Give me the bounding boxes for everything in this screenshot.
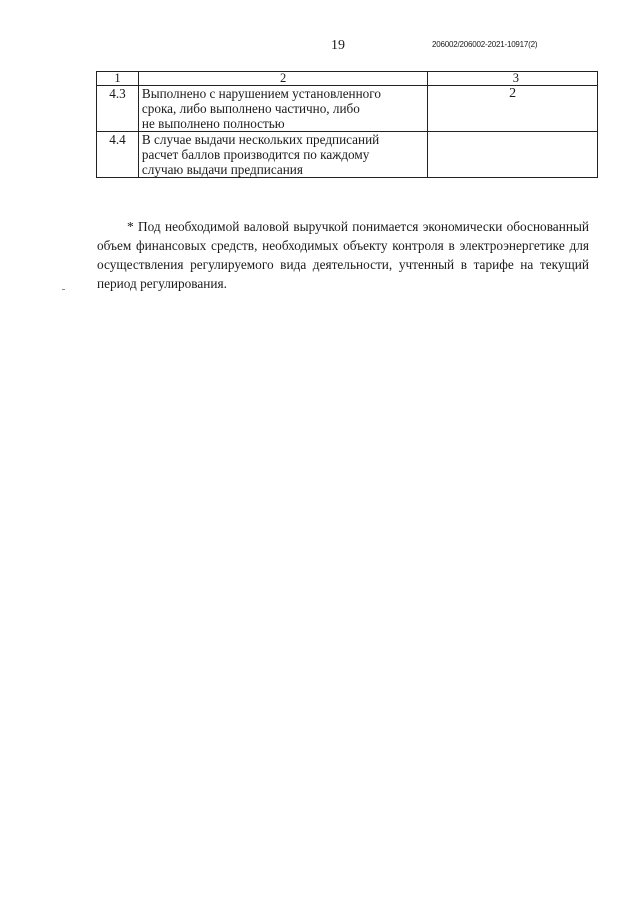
page-number: 19 [331,38,345,53]
column-header-3: 3 [428,72,598,86]
description-line: случаю выдачи предписания [141,162,303,177]
description-line: срока, либо выполнено частично, либо [141,101,360,116]
description-line: Выполнено с нарушением установленного [141,86,381,101]
column-header-2: 2 [138,72,427,86]
footnote: * Под необходимой валовой выручкой понимается экономически обоснованный объем финансовых средств, необходимых объекту контроля в электроэнергетике для осуществления регулируемого вида деятельности, учтенный в тарифе на текущий период регулирования. [97,219,589,291]
description-line: расчет баллов производится по каждому [141,147,370,162]
table-row [97,132,598,178]
table-row [97,86,598,132]
row-score: 2 [428,86,598,132]
table-header-row [97,72,598,86]
row-description [138,132,427,178]
description-line: В случае выдачи нескольких предписаний [141,132,380,147]
margin-mark [62,289,65,290]
description-line: не выполнено полностью [141,116,285,131]
row-score [428,132,598,178]
column-header-1: 1 [97,72,139,86]
document-code: 206002/206002-2021-10917(2) [432,40,538,49]
row-description [138,86,427,132]
criteria-table [96,71,598,178]
row-number: 4.3 [97,86,139,132]
row-number: 4.4 [97,132,139,178]
